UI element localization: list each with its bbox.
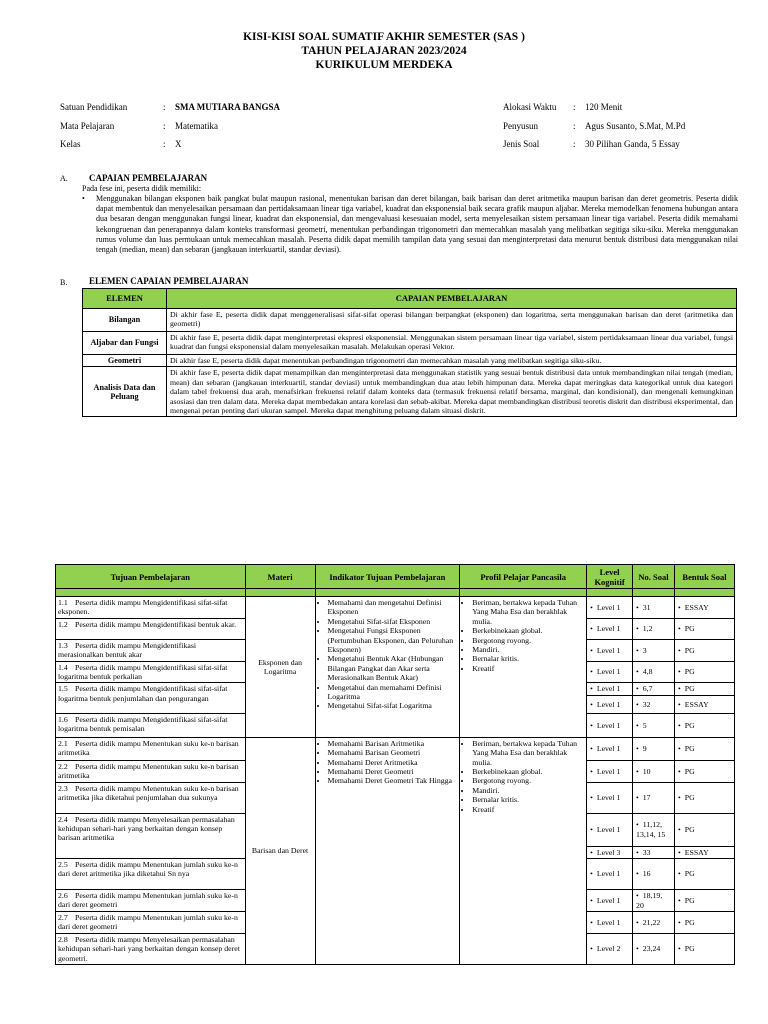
profil-item: • Bergotong royong. (472, 636, 583, 645)
elemen-desc: Di akhir fase E, peserta didik dapat menggeneralisasi sifat-sifat operasi bilangan berpangkat (eksponen) dan logaritma, serta menggunakan barisan dan deret (aritmetika dan geometri) (167, 309, 737, 332)
spacer-cell (56, 589, 246, 597)
indikator-item: • Mengetahui Sifat-sifat Logaritma (328, 701, 457, 710)
info-label: Satuan Pendidikan (60, 102, 128, 112)
info-label: Kelas (60, 139, 81, 149)
info-label: Jenis Soal (503, 139, 540, 149)
tujuan-cell: 1.1 Peserta didik mampu Mengidentifikasi sifat-sifat eksponen. (56, 597, 246, 619)
no-soal-cell: • 32 (633, 695, 675, 713)
level-cell: • Level 1 (587, 890, 633, 912)
indikator-item: • Memahami dan mengetahui Definisi Eksponen (328, 598, 457, 617)
level-cell: • Level 1 (587, 639, 633, 661)
table-row (56, 737, 735, 760)
info-value: 120 Menit (585, 102, 623, 112)
elemen-table (82, 288, 737, 417)
header-tujuan: Tujuan Pembelajaran (56, 565, 246, 589)
info-label: Penyusun (503, 121, 539, 131)
bentuk-cell: • PG (675, 813, 735, 846)
header-profil: Profil Pelajar Pancasila (460, 565, 587, 589)
level-cell: • Level 1 (587, 859, 633, 890)
info-label: Mata Pelajaran (60, 121, 115, 131)
profil-item: • Beriman, bertakwa kepada Tuhan Yang Maha Esa dan berakhlak mulia. (472, 739, 583, 767)
bentuk-cell: • ESSAY (675, 846, 735, 858)
profil-item: • Berkebinekaan global. (472, 767, 583, 776)
kisi-kisi-table (55, 564, 735, 965)
bentuk-cell: • PG (675, 618, 735, 639)
indikator-item: • Memahami Deret Geometri (328, 767, 457, 776)
no-soal-cell: • 33 (633, 846, 675, 858)
no-soal-cell: • 31 (633, 597, 675, 619)
level-cell: • Level 1 (587, 661, 633, 683)
info-label: Alokasi Waktu (503, 102, 557, 112)
bentuk-cell: • PG (675, 912, 735, 934)
elemen-name: Aljabar dan Fungsi (83, 332, 167, 355)
no-soal-cell: • 17 (633, 782, 675, 813)
info-value: Matematika (175, 121, 218, 131)
indikator-item: • Mengetahui dan memahami Definisi Logaritma (328, 683, 457, 702)
bentuk-cell: • PG (675, 683, 735, 695)
header-bentuk: Bentuk Soal (675, 565, 735, 589)
spacer-cell (633, 589, 675, 597)
info-value: X (175, 139, 182, 149)
spacer-cell (315, 589, 460, 597)
section-b-title: ELEMEN CAPAIAN PEMBELAJARAN (89, 276, 249, 286)
bentuk-cell: • ESSAY (675, 695, 735, 713)
tujuan-cell: 2.6 Peserta didik mampu Menentukan jumlah suku ke-n dari deret geometri (56, 890, 246, 912)
table-row (56, 597, 735, 619)
level-cell: • Level 1 (587, 695, 633, 713)
info-right (503, 101, 753, 161)
level-cell: • Level 1 (587, 737, 633, 760)
section-a-letter: A. (60, 174, 68, 183)
profil-item: • Beriman, bertakwa kepada Tuhan Yang Maha Esa dan berakhlak mulia. (472, 598, 583, 626)
no-soal-cell: • 11,12, 13,14, 15 (633, 813, 675, 846)
level-cell: • Level 1 (587, 618, 633, 639)
profil-cell (460, 597, 587, 738)
info-value: SMA MUTIARA BANGSA (175, 102, 281, 112)
bentuk-cell: • PG (675, 713, 735, 737)
profil-item: • Mandiri. (472, 786, 583, 795)
no-soal-cell: • 23,24 (633, 933, 675, 964)
info-colon: : (163, 121, 166, 131)
info-value: Agus Susanto, S.Mat, M.Pd (585, 121, 686, 131)
header-materi: Materi (245, 565, 315, 589)
title-line-1: KISI-KISI SOAL SUMATIF AKHIR SEMESTER (SAS ) (243, 31, 525, 43)
bentuk-cell: • PG (675, 760, 735, 782)
no-soal-cell: • 10 (633, 760, 675, 782)
tujuan-cell: 1.3 Peserta didik mampu Mengidentifikasi merasionalkan bentuk akar (56, 639, 246, 661)
tujuan-cell: 2.7 Peserta didik mampu Menentukan jumlah suku ke-n dari deret geometri (56, 912, 246, 934)
info-colon: : (573, 139, 576, 149)
spacer-cell (675, 589, 735, 597)
bentuk-cell: • PG (675, 782, 735, 813)
header-indikator: Indikator Tujuan Pembelajaran (315, 565, 460, 589)
no-soal-cell: • 16 (633, 859, 675, 890)
tujuan-cell: 2.2 Peserta didik mampu Menentukan suku ke-n barisan aritmetika (56, 760, 246, 782)
profil-item: • Mandiri. (472, 645, 583, 654)
profil-item: • Bernalar kritis. (472, 654, 583, 663)
no-soal-cell: • 5 (633, 713, 675, 737)
tujuan-cell: 1.4 Peserta didik mampu Mengidentifikasi sifat-sifat logaritma bentuk perkalian (56, 661, 246, 683)
profil-item: • Bernalar kritis. (472, 795, 583, 804)
elemen-header: ELEMEN (83, 289, 167, 309)
info-colon: : (573, 121, 576, 131)
info-colon: : (573, 102, 576, 112)
bentuk-cell: • PG (675, 661, 735, 683)
elemen-desc: Di akhir fase E, peserta didik dapat menentukan perbandingan trigonometri dan memecahkan masalah yang melibatkan segitiga siku-siku. (167, 355, 737, 367)
capaian-header: CAPAIAN PEMBELAJARAN (167, 289, 737, 309)
materi-cell: Barisan dan Deret (245, 737, 315, 964)
indikator-item: • Memahami Barisan Geometri (328, 748, 457, 757)
materi-cell: Eksponen dan Logaritma (245, 597, 315, 738)
bentuk-cell: • PG (675, 933, 735, 964)
tujuan-cell: 2.1 Peserta didik mampu Menentukan suku ke-n barisan aritmetika (56, 737, 246, 760)
level-cell: • Level 3 (587, 846, 633, 858)
tujuan-cell: 1.5 Peserta didik mampu Mengidentifikasi sifat-sifat logaritma bentuk penjumlahan dan pengurangan (56, 683, 246, 713)
elemen-desc: Di akhir fase E, peserta didik dapat menginterpretasi ekspresi eksponensial. Menggunakan sistem persamaan linear tiga variabel, sistem pertidaksamaan linear dua variabel, fungsi kuadrat dan fungsi eksponensial dalam menyelesaikan masalah. Melakukan operasi Vektor. (167, 332, 737, 355)
tujuan-cell: 2.3 Peserta didik mampu Menentukan suku ke-n barisan aritmetika jika diketahui penjumlahan dua sukunya (56, 782, 246, 813)
elemen-name: Geometri (83, 355, 167, 367)
level-cell: • Level 1 (587, 813, 633, 846)
elemen-name: Bilangan (83, 309, 167, 332)
bentuk-cell: • PG (675, 639, 735, 661)
profil-item: • Kreatif (472, 805, 583, 814)
profil-item: • Bergotong royong. (472, 776, 583, 785)
tujuan-cell: 2.5 Peserta didik mampu Menentukan jumlah suku ke-n dari deret aritmetika jika diketahui Sn nya (56, 859, 246, 890)
section-a-text: Menggunakan bilangan eksponen baik pangkat bulat maupun rasional, menentukan barisan dan deret bilangan, baik barisan dan deret aritmetika maupun barisan dan deret geometris. Peserta didik dapat membentuk dan menyelesaikan persamaan dan pertidaksamaan linear tiga variabel, kuadrat dan eksponensial baik secara grafik maupun aljabar. Mereka memodelkan fenomena hubungan antara dua besaran dengan menggunakan fungsi linear, kuadrat dan eksponensial, dan mengevaluasi kesesuaian model, serta menyelesaikan sistem persamaan linear tiga variabel. Peserta didik memahami kekongruenan dan penerapannya dalam konteks transformasi geometri, menentukan perbandingan trigonometri dan memecahkan masalah yang melibatkan segitiga siku-siku. Mereka menggunakan rumus volume dan luas permukaan untuk memecahkan masalah. Peserta didik dapat memilih tampilan data yang sesuai dan menginterpretasi data menurut bentuk distribusi data menggunakan nilai tengah (median, mean) dan sebaran (jangkauan interkuartil, standar deviasi). (96, 194, 738, 255)
no-soal-cell: • 6,7 (633, 683, 675, 695)
section-a-title: CAPAIAN PEMBELAJARAN (89, 173, 208, 183)
level-cell: • Level 1 (587, 760, 633, 782)
tujuan-cell: 2.8 Peserta didik mampu Menyelesaikan permasalahan kehidupan sehari-hari yang berkaitan dengan konsep deret geometri. (56, 933, 246, 964)
no-soal-cell: • 4,8 (633, 661, 675, 683)
spacer-cell (460, 589, 587, 597)
section-b-letter: B. (60, 278, 68, 287)
profil-cell (460, 737, 587, 964)
spacer-cell (587, 589, 633, 597)
indikator-item: • Mengetahui Fungsi Eksponen (Pertumbuhan Eksponen, dan Peluruhan Eksponen) (328, 626, 457, 654)
tujuan-cell: 1.2 Peserta didik mampu Mengidentifikasi bentuk akar. (56, 618, 246, 639)
level-cell: • Level 1 (587, 713, 633, 737)
header-level: Level Kognitif (587, 565, 633, 589)
level-cell: • Level 1 (587, 912, 633, 934)
info-colon: : (163, 102, 166, 112)
indikator-item: • Mengetahui Sifat-sifat Eksponen (328, 617, 457, 626)
elemen-name: Analisis Data dan Peluang (83, 367, 167, 417)
no-soal-cell: • 18,19, 20 (633, 890, 675, 912)
indikator-item: • Memahami Deret Aritmetika (328, 758, 457, 767)
level-cell: • Level 1 (587, 782, 633, 813)
info-value: 30 Pilihan Ganda, 5 Essay (585, 139, 680, 149)
title-line-3: KURIKULUM MERDEKA (315, 59, 453, 71)
title-line-2: TAHUN PELAJARAN 2023/2024 (301, 45, 467, 57)
no-soal-cell: • 1,2 (633, 618, 675, 639)
elemen-desc: Di akhir fase E, peserta didik dapat menampilkan dan menginterpretasi data menggunakan statistik yang sesuai bentuk distribusi data untuk membandingkan nilai tengah (median, mean) dan sebaran (jangkauan interkuartil, standar deviasi) untuk membandingkan dua atau lebih himpunan data. Mereka dapat meringkas data kategorikal untuk dua kategori dalam tabel frekuensi dua arah, menafsirkan frekuensi relatif dalam konteks data (termasuk frekuensi relatif bersama, marginal, dan kondisional), dan mengenali kemungkinan asosiasi dan tren dalam data. Mereka dapat membedakan antara korelasi dan sebab-akibat. Mereka dapat membandingkan distribusi teoretis diskrit dan distribusi eksperimental, dan mengenai peran penting dari ukuran sampel. Mereka dapat menghitung peluang dalam situasi diskrit. (167, 367, 737, 417)
bentuk-cell: • PG (675, 859, 735, 890)
bentuk-cell: • ESSAY (675, 597, 735, 619)
tujuan-cell: 2.4 Peserta didik mampu Menyelesaikan permasalahan kehidupan sehari-hari yang berkaitan dengan konsep barisan aritmetika (56, 813, 246, 858)
section-a-intro: Pada fese ini, peserta didik memiliki: (82, 184, 202, 193)
level-cell: • Level 2 (587, 933, 633, 964)
document-title (0, 30, 768, 72)
info-colon: : (163, 139, 166, 149)
indikator-item: • Memahami Deret Geometri Tak Hingga (328, 776, 457, 785)
indikator-cell (315, 597, 460, 738)
bentuk-cell: • PG (675, 890, 735, 912)
profil-item: • Berkebinekaan global. (472, 626, 583, 635)
header-no-soal: No. Soal (633, 565, 675, 589)
no-soal-cell: • 3 (633, 639, 675, 661)
info-left (60, 101, 460, 161)
indikator-item: • Mengetahui Bentuk Akar (Hubungan Bilangan Pangkat dan Akar serta Merasionalkan Bentuk Akar) (328, 654, 457, 682)
indikator-cell (315, 737, 460, 964)
tujuan-cell: 1.6 Peserta didik mampu Mengidentifikasi sifat-sifat logaritma bentuk pemisalan (56, 713, 246, 737)
no-soal-cell: • 9 (633, 737, 675, 760)
profil-item: • Kreatif (472, 664, 583, 673)
no-soal-cell: • 21,22 (633, 912, 675, 934)
indikator-item: • Memahami Barisan Aritmetika (328, 739, 457, 748)
level-cell: • Level 1 (587, 683, 633, 695)
bentuk-cell: • PG (675, 737, 735, 760)
level-cell: • Level 1 (587, 597, 633, 619)
spacer-cell (245, 589, 315, 597)
section-a-bullet: • (82, 194, 85, 203)
